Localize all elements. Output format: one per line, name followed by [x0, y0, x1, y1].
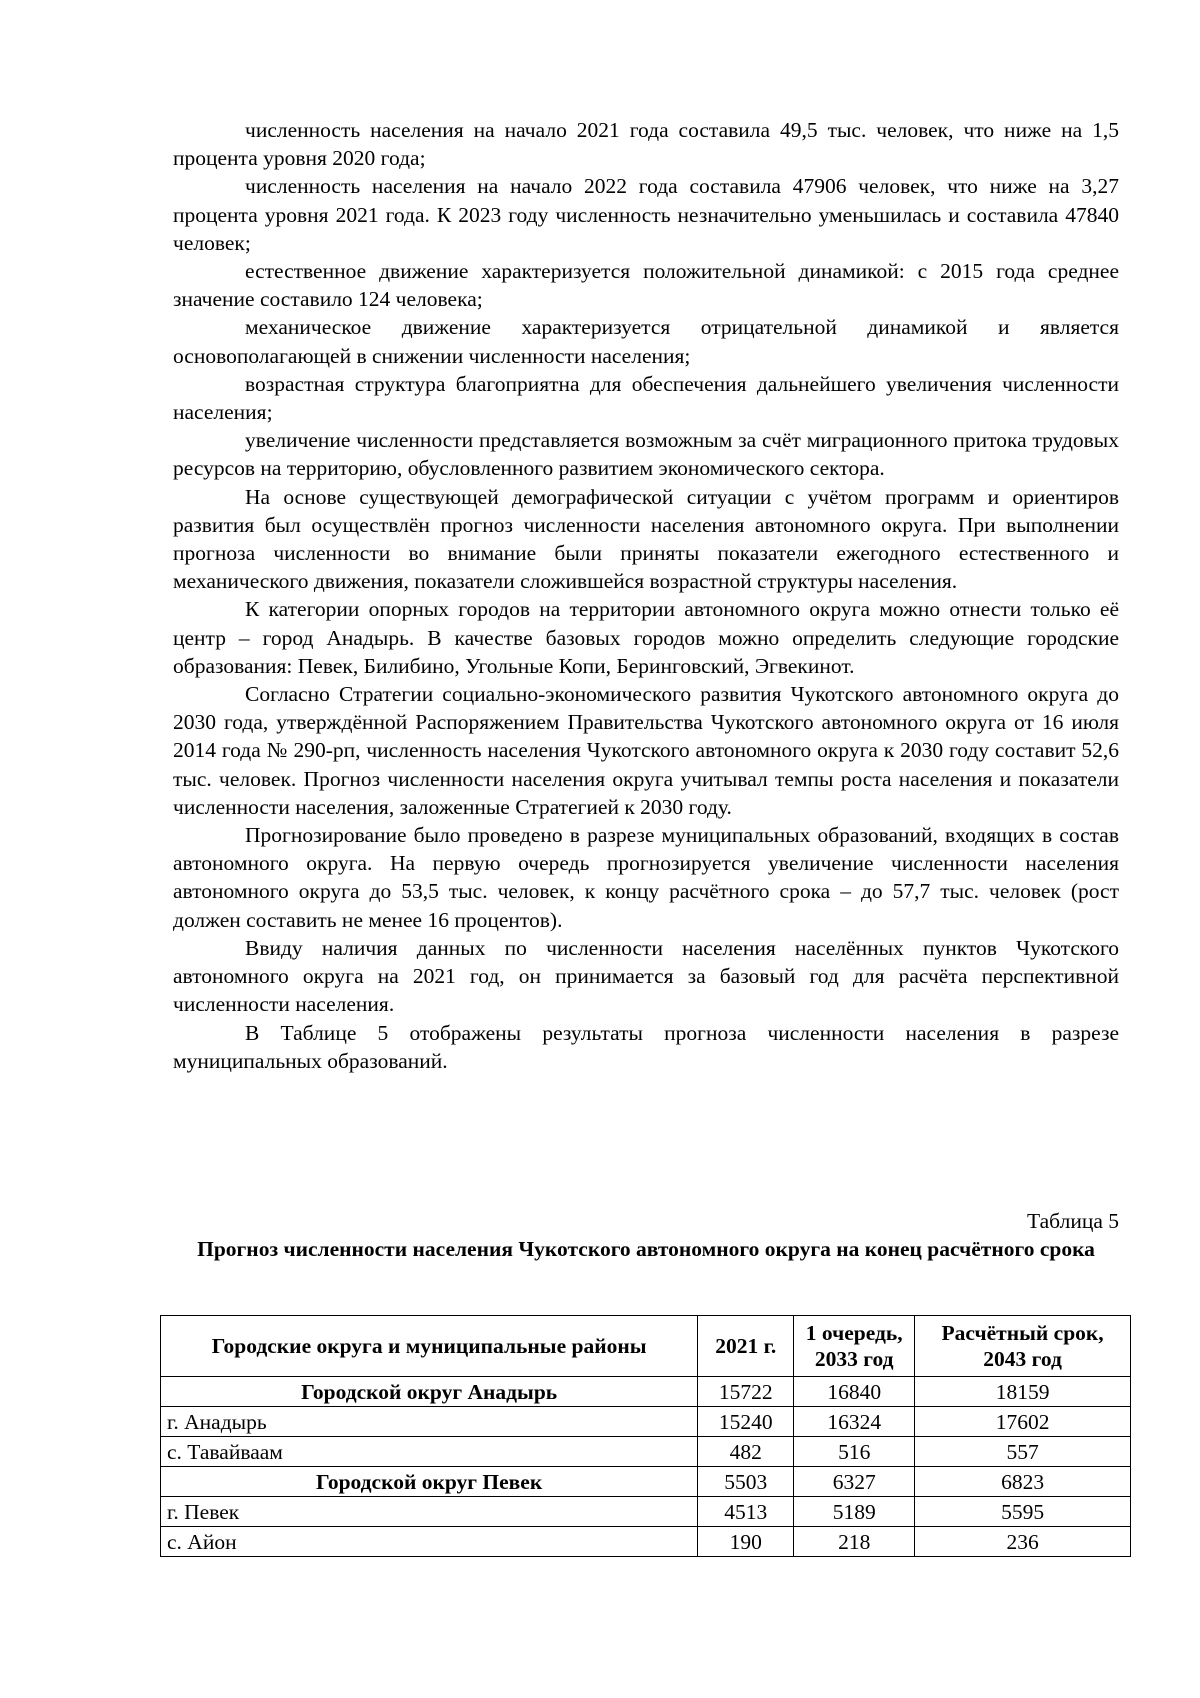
table-row	[161, 1377, 1131, 1407]
value-2043: 17602	[915, 1407, 1131, 1437]
table-row	[161, 1527, 1131, 1557]
value-2033: 516	[794, 1437, 915, 1467]
paragraph: возрастная структура благоприятна для обеспечения дальнейшего увеличения численности населения;	[173, 371, 1119, 425]
value-2021: 15240	[698, 1407, 794, 1437]
forecast-table	[160, 1315, 1131, 1557]
value-2033: 16840	[794, 1377, 915, 1407]
column-header: Расчётный срок, 2043 год	[915, 1316, 1131, 1377]
paragraph: Прогнозирование было проведено в разрезе муниципальных образований, входящих в состав автономного округа. На первую очередь прогнозируется увеличение численности населения автономного округа до 53,5 тыс. человек, к концу расчётного срока – до 57,7 тыс. человек (рост должен составить не менее 16 процентов).	[173, 823, 1119, 932]
table-title: Прогноз численности населения Чукотского автономного округа на конец расчётного срока	[197, 1237, 1095, 1261]
row-name: г. Анадырь	[161, 1407, 698, 1437]
paragraph: К категории опорных городов на территории автономного округа можно отнести только её центр – город Анадырь. В качестве базовых городов можно определить следующие городские образования: Певек, Билибино, Угольные Копи, Беринговский, Эгвекинот.	[173, 597, 1119, 678]
value-2033: 6327	[794, 1467, 915, 1497]
value-2043: 557	[915, 1437, 1131, 1467]
row-name: с. Айон	[161, 1527, 698, 1557]
row-name: с. Тавайваам	[161, 1437, 698, 1467]
paragraph: увеличение численности представляется возможным за счёт миграционного притока трудовых ресурсов на территорию, обусловленного развитием экономического сектора.	[173, 428, 1119, 481]
value-2043: 6823	[915, 1467, 1131, 1497]
paragraph: В Таблице 5 отображены результаты прогноза численности населения в разрезе муниципальных образований.	[173, 1020, 1119, 1073]
paragraph: численность населения на начало 2022 года составила 47906 человек, что ниже на 3,27 процента уровня 2021 года. К 2023 году численность незначительно уменьшилась и составила 47840 человек;	[173, 174, 1119, 255]
value-2043: 5595	[915, 1497, 1131, 1527]
table-row	[161, 1407, 1131, 1437]
row-name: г. Певек	[161, 1497, 698, 1527]
value-2021: 482	[698, 1437, 794, 1467]
table-caption: Таблица 5	[1027, 1209, 1119, 1233]
row-name: Городской округ Певек	[161, 1467, 698, 1497]
table-row	[161, 1467, 1131, 1497]
column-header: Городские округа и муниципальные районы	[161, 1316, 698, 1377]
paragraph: На основе существующей демографической ситуации с учётом программ и ориентиров развития был осуществлён прогноз численности населения автономного округа. При выполнении прогноза численности во внимание были приняты показатели ежегодного естественного и механического движения, показатели сложившейся возрастной структуры населения.	[173, 484, 1119, 594]
paragraph: естественное движение характеризуется положительной динамикой: с 2015 года среднее значение составило 124 человека;	[173, 259, 1119, 312]
column-header: 1 очередь, 2033 год	[794, 1316, 915, 1377]
value-2043: 236	[915, 1527, 1131, 1557]
table-header-row	[161, 1316, 1131, 1377]
value-2033: 16324	[794, 1407, 915, 1437]
body-text	[173, 116, 1119, 1075]
value-2021: 190	[698, 1527, 794, 1557]
paragraph: Согласно Стратегии социально-экономического развития Чукотского автономного округа до 2030 года, утверждённой Распоряжением Правительства Чукотского автономного округа от 16 июля 2014 года № 290-рп, численность населения Чукотского автономного округа к 2030 году составит 52,6 тыс. человек. Прогноз численности населения округа учитывал темпы роста населения и показатели численности населения, заложенные Стратегией к 2030 году.	[173, 682, 1119, 819]
column-header: 2021 г.	[698, 1316, 794, 1377]
value-2033: 218	[794, 1527, 915, 1557]
table-row	[161, 1497, 1131, 1527]
value-2021: 5503	[698, 1467, 794, 1497]
value-2021: 4513	[698, 1497, 794, 1527]
paragraph: численность населения на начало 2021 года составила 49,5 тыс. человек, что ниже на 1,5 процента уровня 2020 года;	[173, 118, 1119, 171]
table-row	[161, 1437, 1131, 1467]
value-2033: 5189	[794, 1497, 915, 1527]
value-2021: 15722	[698, 1377, 794, 1407]
paragraph: Ввиду наличия данных по численности населения населённых пунктов Чукотского автономного округа на 2021 год, он принимается за базовый год для расчёта перспективной численности населения.	[173, 935, 1119, 1017]
paragraph: механическое движение характеризуется отрицательной динамикой и является основополагающей в снижении численности населения;	[173, 315, 1119, 368]
row-name: Городской округ Анадырь	[161, 1377, 698, 1407]
value-2043: 18159	[915, 1377, 1131, 1407]
